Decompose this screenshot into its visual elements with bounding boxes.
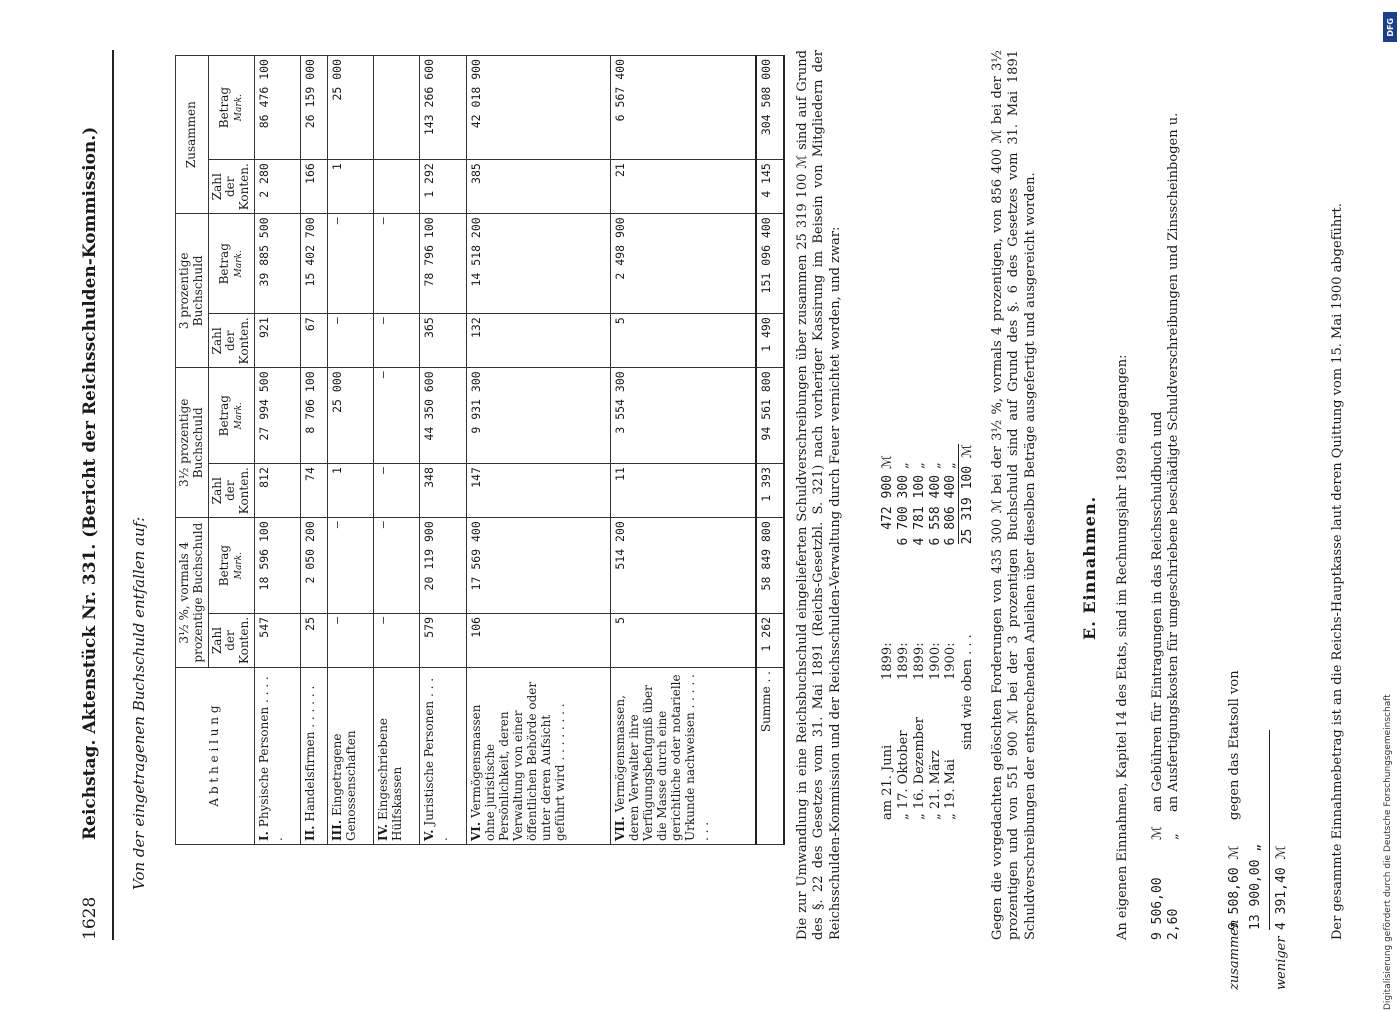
cell-betrag: 2 498 900 (611, 214, 756, 314)
row-label: I.Physische Personen . . . . . (254, 668, 300, 845)
cell-betrag: 42 018 900 (466, 56, 610, 160)
dfg-note: Digitalisierung gefördert durch die Deutsche Forschungsgemeinschaft (1383, 694, 1393, 1010)
table-intro: Von der eingetragenen Buchschuld entfallen auf: (130, 516, 148, 890)
date-row: „ 16. Dezember 1899: 4 781 100 „ (911, 462, 927, 820)
sub-zahl: Zahl der Konten. (208, 314, 254, 368)
vernichtung-dates (880, 444, 959, 820)
sub-zahl: Zahl der Konten. (208, 160, 254, 214)
cell-betrag: 44 350 600 (420, 368, 466, 464)
cell-betrag: 39 885 500 (254, 214, 300, 314)
sum-cell: 4 145 (756, 160, 784, 214)
paragraph-abgefuehrt: Der gesammte Einnahmebetrag ist an die Reichs-Hauptkasse laut deren Quittung vom 15. Mai 1900 abgeführt. (1330, 203, 1345, 940)
table-row (374, 56, 420, 845)
sum-cell: 304 508 000 (756, 56, 784, 160)
cell-betrag: 20 119 900 (420, 518, 466, 614)
cell-zahl: 67 (301, 314, 328, 368)
section-title: E. Einnahmen. (1080, 495, 1099, 640)
sum-cell: 58 849 800 (756, 518, 784, 614)
cell-betrag: 143 266 600 (420, 56, 466, 160)
table-row (301, 56, 328, 845)
cell-zahl: 74 (301, 464, 328, 518)
sum-line: 13 900,00 „ (1247, 843, 1263, 930)
einnahmen-sums (1225, 670, 1292, 990)
date-row: „ 19. Mai 1900: 6 806 400 „ (943, 462, 959, 820)
cell-zahl: 166 (301, 160, 328, 214)
sub-betrag: Betrag Mark. (208, 56, 254, 160)
row-label: III.Eingetragene Genossenschaften (327, 668, 373, 845)
cell-zahl: — (327, 613, 373, 667)
cell-zahl: 147 (466, 464, 610, 518)
sum-rule (1269, 730, 1270, 930)
cell-betrag: 25 000 (327, 368, 373, 464)
sum-cell: 151 096 400 (756, 214, 784, 314)
sum-cell: 1 262 (756, 613, 784, 667)
header-rule (112, 50, 114, 940)
einnahme-item: 2,60 „ an Ausfertigungskosten für umgeschriebene beschädigte Schuldverschreibungen und Zinsscheinbogen u. (1166, 112, 1182, 940)
cell-betrag: 8 706 100 (301, 368, 328, 464)
cell-betrag: 17 569 400 (466, 518, 610, 614)
cell-zahl: 579 (420, 613, 466, 667)
sub-betrag: Betrag Mark. (208, 518, 254, 614)
cell-zahl (374, 160, 420, 214)
cell-zahl: — (374, 464, 420, 518)
date-row: „ 21. März 1900: 6 558 400 „ (927, 462, 943, 820)
cell-betrag: 15 402 700 (301, 214, 328, 314)
cell-zahl: 547 (254, 613, 300, 667)
cell-zahl: 812 (254, 464, 300, 518)
paragraph-vernichtung: Die zur Umwandlung in eine Reichsbuchschuld eingelieferten Schuldverschreibungen über zusammen 25 319 100 ℳ sind auf Grund des §. 22 des Gesetzes vom 31. Mai 1891 (Reichs-Gesetzbl. S. 321) nach vorheriger Kassirung im Beisein von Mitgliedern der Reichsschulden-Kommission und der Reichsschulden-Verwaltung durch Feuer vernichtet worden, und zwar: (795, 50, 843, 940)
cell-betrag: 26 159 000 (301, 56, 328, 160)
cell-betrag: 86 476 100 (254, 56, 300, 160)
einnahmen-items (1150, 60, 1183, 940)
row-label: VII.Vermögensmassen, deren Verwalter ihre Verfügungsbefugniß über die Masse durch eine gerichtliche oder notarielle Urkunde nachweisen . . . . . . . . (611, 668, 756, 845)
cell-betrag: 2 050 200 (301, 518, 328, 614)
cell-betrag (374, 56, 420, 160)
table-row (254, 56, 300, 845)
table-row (420, 56, 466, 845)
sub-betrag: Betrag Mark. (208, 368, 254, 464)
dfg-sidebar (1383, 10, 1397, 1010)
table-row (466, 56, 610, 845)
sum-line: weniger4 391,40 ℳ (1273, 845, 1289, 990)
row-label: II.Handelsfirmen . . . . . . (301, 668, 328, 845)
row-label: IV.Eingeschriebene Hülfskassen (374, 668, 420, 845)
sub-zahl: Zahl der Konten. (208, 464, 254, 518)
cell-zahl: 5 (611, 613, 756, 667)
cell-betrag: — (374, 518, 420, 614)
group-header: 3½ %, vormals 4 prozentige Buchschuld (176, 518, 209, 668)
dfg-logo: DFG (1383, 12, 1397, 42)
col-abteilung: A b t h e i l u n g (176, 668, 255, 845)
sum-row (756, 56, 784, 845)
sum-cell: 1 490 (756, 314, 784, 368)
cell-zahl: 1 (327, 464, 373, 518)
group-header: 3½ prozentige Buchschuld (176, 368, 209, 518)
buchschuld-table (175, 55, 785, 845)
cell-zahl: — (374, 314, 420, 368)
table-row (327, 56, 373, 845)
cell-zahl: 2 280 (254, 160, 300, 214)
cell-zahl: 11 (611, 464, 756, 518)
dates-total: sind wie oben . . .25 319 100 ℳ (960, 444, 975, 750)
cell-betrag: 3 554 300 (611, 368, 756, 464)
page-number: 1628 (80, 896, 100, 940)
cell-zahl: 1 292 (420, 160, 466, 214)
cell-betrag: — (374, 368, 420, 464)
einnahme-item: 9 506,00 ℳ an Gebühren für Eintragungen in das Reichsschuldbuch und (1150, 411, 1165, 940)
row-label: VI.Vermögensmassen ohne juristische Persönlichkeit, deren Verwaltung von einer öffentlichen Behörde oder unter deren Aufsicht geführt wird . . . . . . . . (466, 668, 610, 845)
group-header: 3 prozentige Buchschuld (176, 214, 209, 368)
group-header: Zusammen (176, 56, 209, 214)
cell-zahl: — (327, 314, 373, 368)
cell-zahl: 365 (420, 314, 466, 368)
sum-cell: 1 393 (756, 464, 784, 518)
page-title: Reichstag. Aktenstück Nr. 331. (Bericht der Reichsschulden-Kommission.) (80, 126, 100, 840)
row-label: V.Juristische Personen . . . . (420, 668, 466, 845)
paragraph-forderungen: Gegen die vorgedachten gelöschten Forderungen von 435 300 ℳ bei der 3½ %, vormals 4 prozentigen, von 856 400 ℳ bei der 3½ prozentigen und von 551 900 ℳ bei der 3 prozentigen Buchschuld sind auf Grund des §. 6 des Gesetzes vom 31. Mai 1891 Schuldverschreibungen der entsprechenden Anleihen über dieselben Beträge ausgefertigt und ausgereicht worden. (990, 50, 1038, 940)
cell-zahl: 5 (611, 314, 756, 368)
cell-betrag: 27 994 500 (254, 368, 300, 464)
page-header (80, 40, 110, 940)
sub-betrag: Betrag Mark. (208, 214, 254, 314)
cell-betrag: 6 567 400 (611, 56, 756, 160)
cell-zahl: 106 (466, 613, 610, 667)
sum-label: Summe . . (756, 668, 784, 845)
sum-line: zusammen9 508,60 ℳgegen das Etatsoll von (1227, 670, 1242, 990)
cell-betrag: 9 931 300 (466, 368, 610, 464)
date-row: „ 17. Oktober 1899: 6 700 300 „ (895, 462, 911, 820)
cell-betrag: 18 596 100 (254, 518, 300, 614)
cell-zahl: 348 (420, 464, 466, 518)
cell-betrag: 78 796 100 (420, 214, 466, 314)
cell-betrag: — (327, 214, 373, 314)
table-row (611, 56, 756, 845)
date-row: am 21. Juni 1899: 472 900 ℳ (880, 455, 895, 820)
cell-betrag: 14 518 200 (466, 214, 610, 314)
cell-zahl: 1 (327, 160, 373, 214)
cell-zahl: 385 (466, 160, 610, 214)
cell-zahl: 132 (466, 314, 610, 368)
cell-zahl: — (374, 613, 420, 667)
cell-betrag: 514 200 (611, 518, 756, 614)
cell-zahl: 25 (301, 613, 328, 667)
cell-zahl: 21 (611, 160, 756, 214)
paragraph-einnahmen: An eigenen Einnahmen, Kapitel 14 des Etats, sind im Rechnungsjahr 1899 eingegangen: (1115, 354, 1130, 940)
cell-zahl: 921 (254, 314, 300, 368)
cell-betrag: — (374, 214, 420, 314)
sum-cell: 94 561 800 (756, 368, 784, 464)
cell-betrag: 25 000 (327, 56, 373, 160)
sub-zahl: Zahl der Konten. (208, 613, 254, 667)
cell-betrag: — (327, 518, 373, 614)
